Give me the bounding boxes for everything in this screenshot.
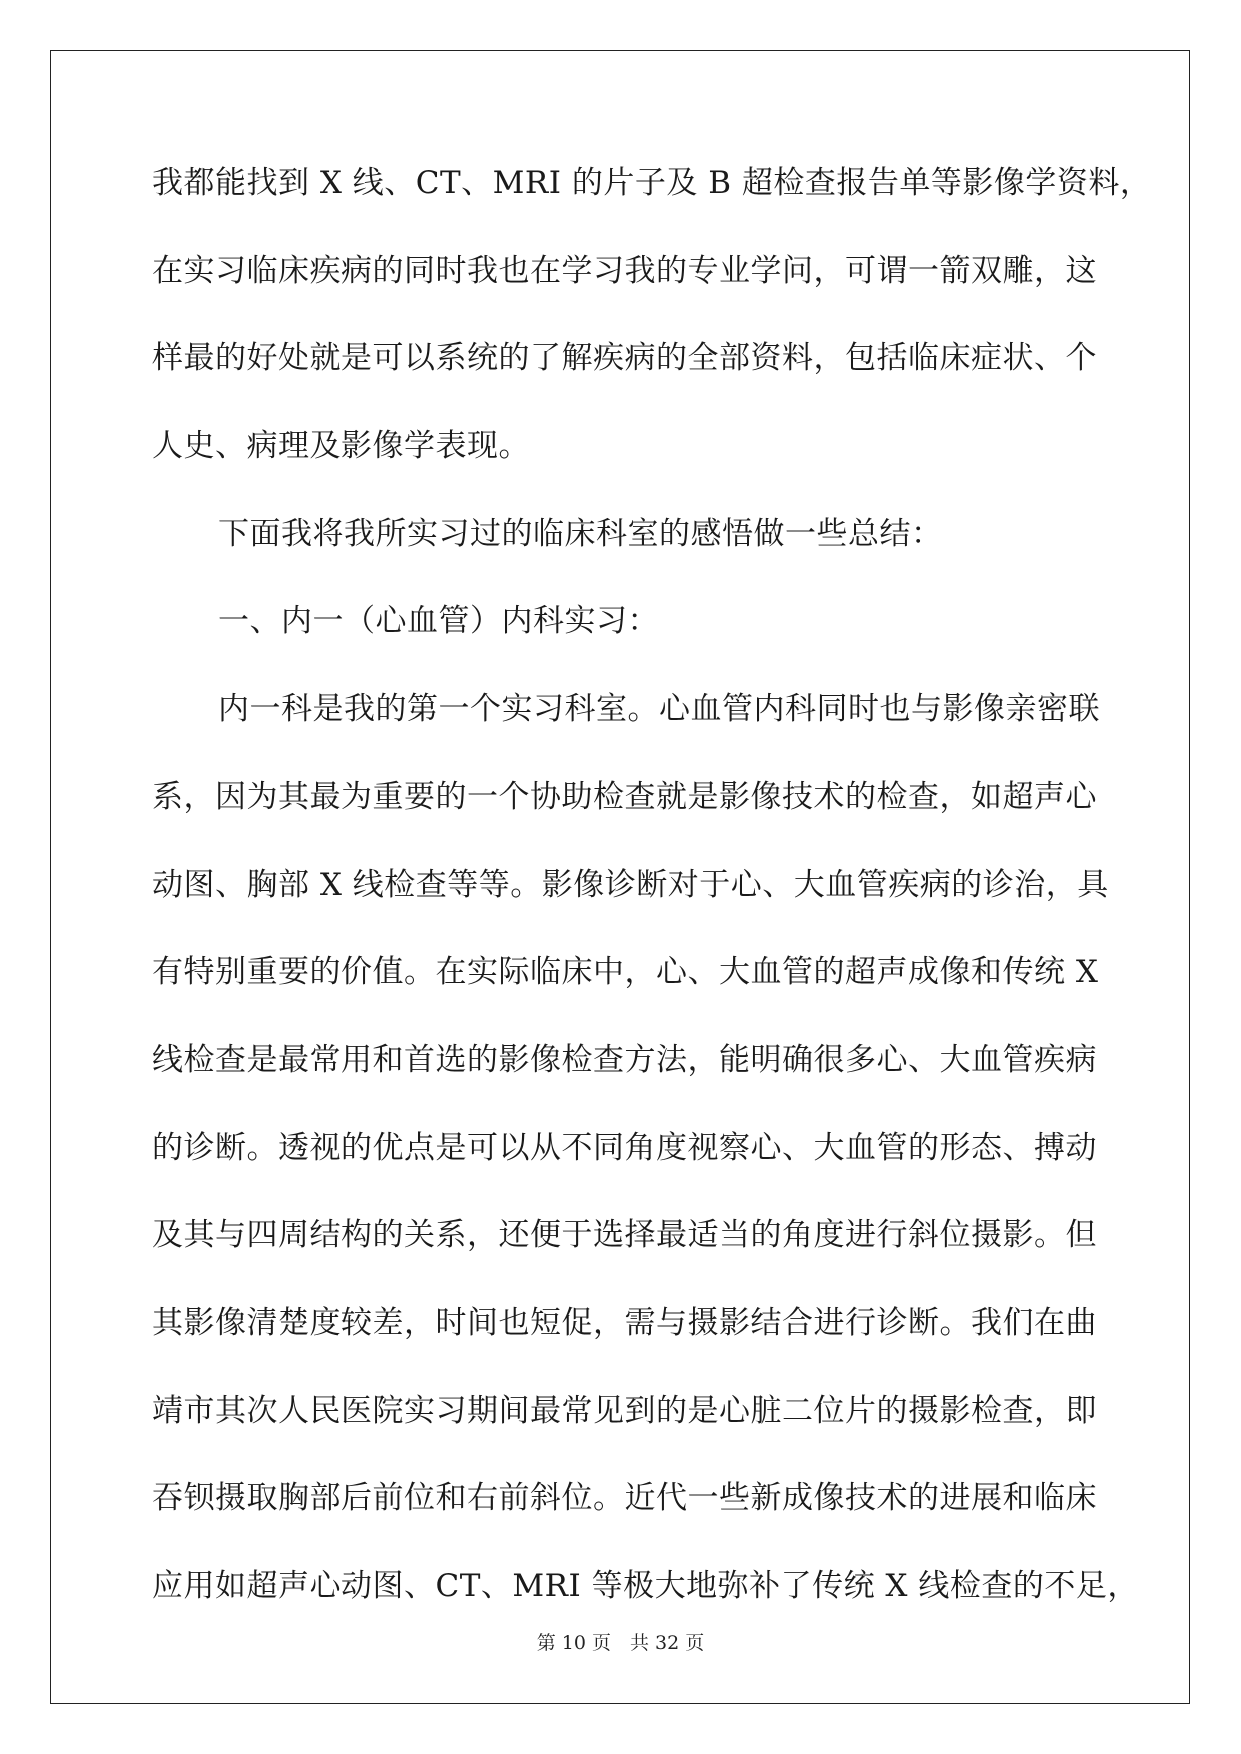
text-line: 线检查是最常用和首选的影像检查方法，能明确很多心、大血管疾病: [152, 1041, 1097, 1078]
text-line: 内一科是我的第一个实习科室。心血管内科同时也与影像亲密联: [218, 691, 1100, 728]
text-line: 动图、胸部 X 线检查等等。影像诊断对于心、大血管疾病的诊治，具: [152, 866, 1109, 903]
text-line: 我都能找到 X 线、CT、MRI 的片子及 B 超检查报告单等影像学资料，: [152, 165, 1152, 201]
text-line: 系，因为其最为重要的一个协助检查就是影像技术的检查，如超声心: [152, 778, 1097, 815]
text-line: 及其与四周结构的关系，还便于选择最适当的角度进行斜位摄影。但: [152, 1217, 1097, 1254]
text-line: 有特别重要的价值。在实际临床中，心、大血管的超声成像和传统 X: [152, 954, 1099, 991]
text-line: 在实习临床疾病的同时我也在学习我的专业学问，可谓一箭双雕，这: [152, 252, 1097, 289]
text-line: 人史、病理及影像学表现。: [152, 428, 530, 465]
text-line: 靖市其次人民医院实习期间最常见到的是心脏二位片的摄影检查，即: [152, 1392, 1097, 1429]
text-line: 下面我将我所实习过的临床科室的感悟做一些总结：: [218, 515, 943, 552]
text-line: 应用如超声心动图、CT、MRI 等极大地弥补了传统 X 线检查的不足，: [152, 1568, 1139, 1604]
text-line: 的诊断。透视的优点是可以从不同角度视察心、大血管的形态、搏动: [152, 1129, 1097, 1166]
text-line: 样最的好处就是可以系统的了解疾病的全部资料，包括临床症状、个: [152, 340, 1097, 377]
text-line: 吞钡摄取胸部后前位和右前斜位。近代一些新成像技术的进展和临床: [152, 1480, 1097, 1517]
text-line: 其影像清楚度较差，时间也短促，需与摄影结合进行诊断。我们在曲: [152, 1304, 1097, 1341]
page-number: 第 10 页 共 32 页: [536, 1632, 705, 1654]
section-heading: 一、内一（心血管）内科实习：: [218, 603, 659, 640]
document-body: [152, 158, 1152, 1649]
